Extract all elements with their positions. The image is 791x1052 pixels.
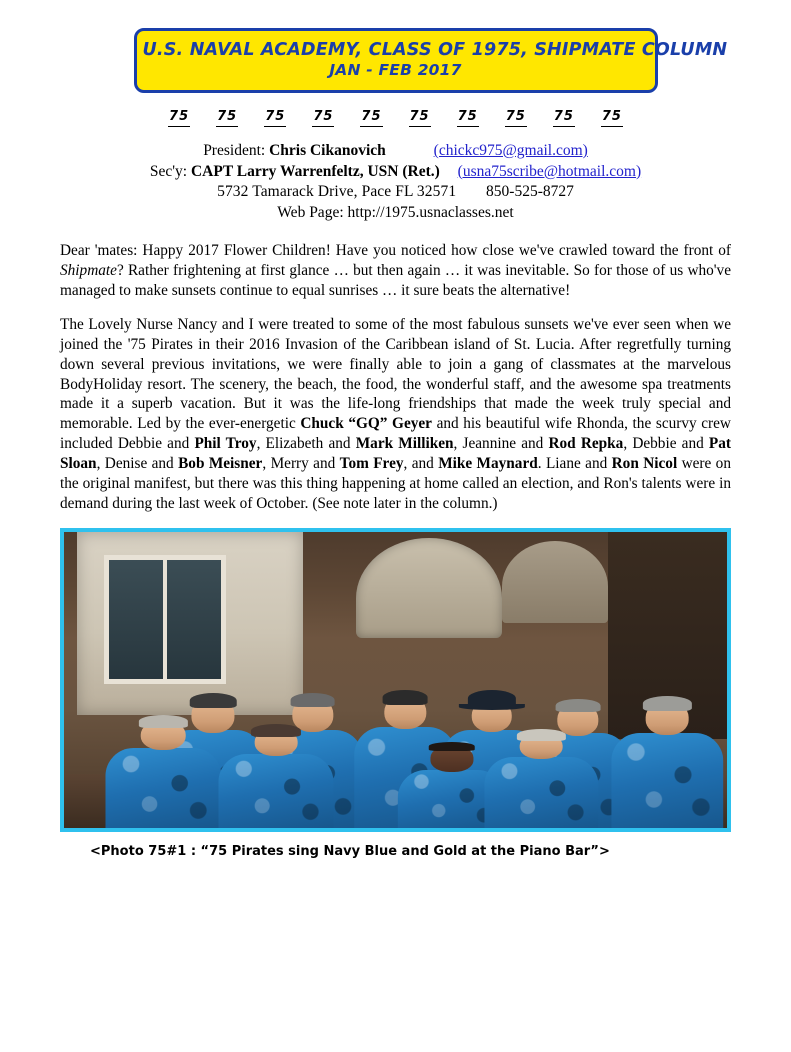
divider-75-mark: 75 — [457, 109, 479, 127]
secretary-name: CAPT Larry Warrenfeltz, USN (Ret.) — [190, 162, 440, 180]
president-email-link[interactable]: (chickc975@gmail.com) — [433, 141, 588, 159]
photo-people-group — [64, 609, 727, 828]
webpage-url[interactable]: http://1975.usnaclasses.net — [347, 203, 514, 221]
photo-person — [409, 740, 495, 828]
president-row — [60, 141, 731, 162]
divider-75-mark: 75 — [409, 109, 431, 127]
photo-caption: <Photo 75#1 : “75 Pirates sing Navy Blue and Gold at the Piano Bar”> — [90, 843, 610, 859]
p1-text-a: Dear 'mates: Happy 2017 Flower Children! Have you noticed how close we've crawled toward the front of — [60, 242, 731, 260]
secretary-row — [60, 162, 731, 183]
photo-person — [621, 692, 714, 828]
p1-text-b: ? Rather frightening at first glance … but then again … it was inevitable. So for those of us who've managed to make sunsets continue to equal sunrises … it sure beats the alternative! — [60, 262, 731, 300]
p2-intro: The Lovely Nurse Nancy and I were treated to some of the most fabulous sunsets we've ever seen when we joined the '75 Pirates in their 2016 Invasion of the Caribbean island of St. Lucia. After regretfully turning down several previous invitations, we were finally able to join a gang of classmates at the marvelous BodyHoliday resort. The scenery, the beach, the food, the wonderful staff, and the awesome spa treatments made it a superb vacation. But it was the life-long friendships that made the week truly special and memorable. Led by the ever-energetic — [60, 315, 731, 433]
paragraph-greeting — [60, 241, 731, 301]
title-banner — [134, 28, 728, 93]
divider-75-mark: 75 — [505, 109, 527, 127]
divider-75-mark: 75 — [312, 109, 334, 127]
name-phil-troy: Phil Troy — [194, 435, 257, 453]
baseball-cap-icon — [468, 690, 516, 707]
document-page — [0, 28, 791, 1052]
divider-75-mark: 75 — [601, 109, 623, 127]
president-label: President: — [203, 141, 266, 159]
p2-t6: , Merry and — [262, 455, 340, 473]
divider-75-mark: 75 — [168, 109, 190, 127]
p2-t7: , and — [403, 455, 439, 473]
shipmate-italic: Shipmate — [60, 262, 117, 280]
p2-t4: , Debbie and — [623, 435, 709, 453]
banner-title-line1: U.S. NAVAL ACADEMY, CLASS OF 1975, SHIPMATE COLUMN — [142, 40, 728, 60]
photo-container — [60, 528, 731, 832]
p2-t5: , Denise and — [96, 455, 179, 473]
group-photo — [60, 528, 731, 832]
divider-75-mark: 75 — [360, 109, 382, 127]
officers-block — [60, 141, 731, 223]
name-mike-maynard: Mike Maynard — [438, 455, 538, 473]
p2-t2: , Elizabeth and — [256, 435, 356, 453]
name-mark-milliken: Mark Milliken — [355, 435, 454, 453]
secretary-label: Sec'y: — [149, 162, 188, 180]
title-banner-container — [60, 28, 731, 93]
name-pat-sloan: Pat Sloan — [60, 435, 731, 473]
name-bob-meisner: Bob Meisner — [178, 455, 263, 473]
p2-t1: and his beautiful wife Rhonda, the scurvy crew included Debbie and — [60, 415, 731, 453]
mailing-address: 5732 Tamarack Drive, Pace FL 32571 — [217, 183, 457, 201]
webpage-label: Web Page: — [277, 203, 344, 221]
phone-number: 850-525-8727 — [486, 183, 574, 201]
name-chuck-geyer: Chuck “GQ” Geyer — [300, 415, 432, 433]
divider-75-mark: 75 — [264, 109, 286, 127]
name-rod-repka: Rod Repka — [548, 435, 624, 453]
secretary-email-link[interactable]: (usna75scribe@hotmail.com) — [457, 162, 642, 180]
divider-75-row — [60, 109, 731, 127]
photo-person — [117, 714, 210, 828]
p2-t9: were on the original manifest, but there was this thing happening at home called an election, and Ron's talents were in demand during the last week of October. (See note later in the column.) — [60, 455, 731, 512]
divider-75-mark: 75 — [216, 109, 238, 127]
photo-person — [495, 727, 588, 828]
address-row — [60, 182, 731, 203]
webpage-row — [60, 203, 731, 224]
photo-person — [230, 723, 323, 828]
banner-title-line2: JAN - FEB 2017 — [329, 60, 462, 79]
p2-t3: , Jeannine and — [453, 435, 549, 453]
name-tom-frey: Tom Frey — [339, 455, 404, 473]
president-name: Chris Cikanovich — [269, 141, 386, 159]
name-ron-nicol: Ron Nicol — [611, 455, 678, 473]
paragraph-pirates — [60, 315, 731, 514]
p2-t8: . Liane and — [537, 455, 612, 473]
column-body — [60, 241, 731, 513]
divider-75-mark: 75 — [553, 109, 575, 127]
